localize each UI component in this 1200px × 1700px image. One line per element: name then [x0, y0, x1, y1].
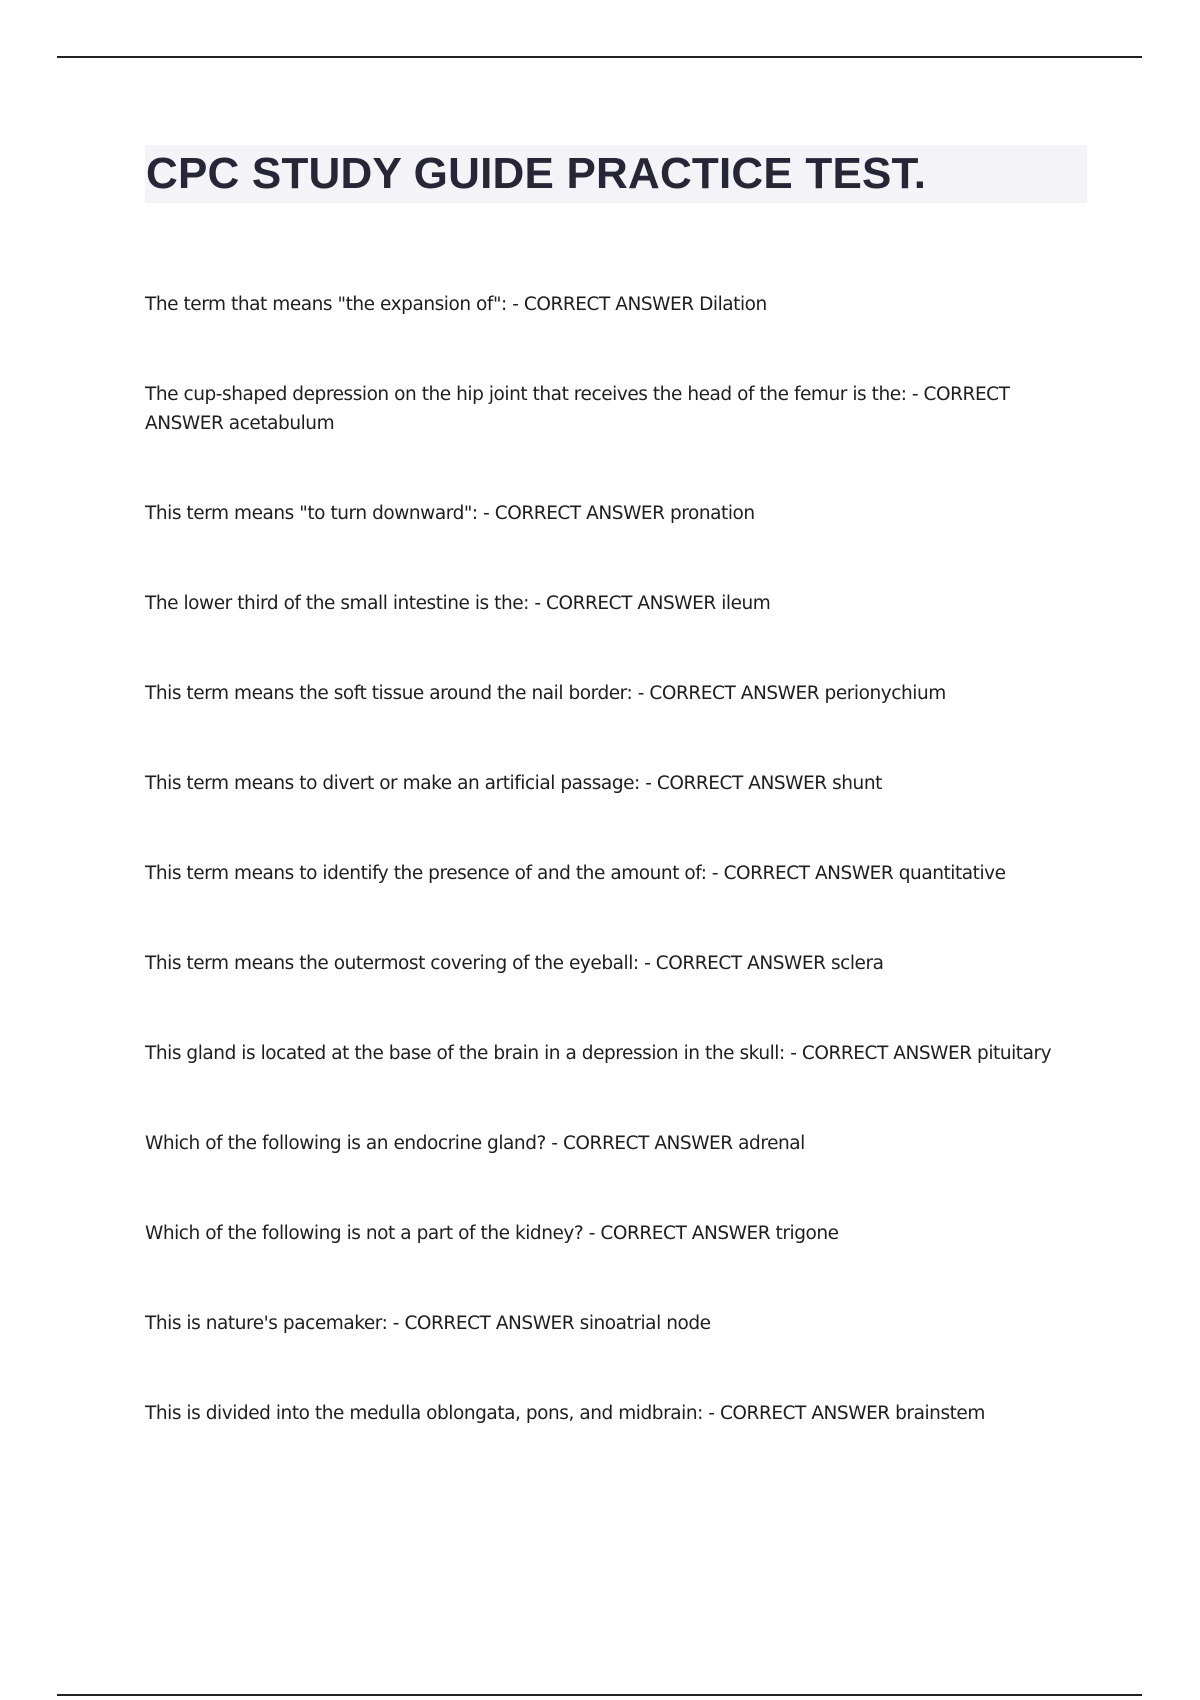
qa-item: Which of the following is an endocrine gland? - CORRECT ANSWER adrenal: [145, 1133, 805, 1154]
qa-item: The cup-shaped depression on the hip joint that receives the head of the femur is the: - CORRECT ANSWER acetabulum: [145, 384, 1010, 434]
document-title: CPC STUDY GUIDE PRACTICE TEST.: [146, 149, 927, 198]
qa-item: This term means "to turn downward": - CORRECT ANSWER pronation: [145, 503, 755, 524]
qa-item: This gland is located at the base of the brain in a depression in the skull: - CORRECT ANSWER pituitary: [145, 1043, 1052, 1064]
qa-item: This term means to identify the presence of and the amount of: - CORRECT ANSWER quantitative: [145, 863, 1006, 884]
question-answer-list: [145, 290, 1075, 1489]
bottom-divider: [57, 1694, 1142, 1696]
qa-item: This term means to divert or make an artificial passage: - CORRECT ANSWER shunt: [145, 773, 882, 794]
qa-item: Which of the following is not a part of the kidney? - CORRECT ANSWER trigone: [145, 1223, 839, 1244]
qa-item: The lower third of the small intestine is the: - CORRECT ANSWER ileum: [145, 593, 771, 614]
qa-item: This is nature's pacemaker: - CORRECT ANSWER sinoatrial node: [145, 1313, 711, 1334]
qa-item: This term means the soft tissue around the nail border: - CORRECT ANSWER perionychium: [145, 683, 946, 704]
qa-item: This is divided into the medulla oblongata, pons, and midbrain: - CORRECT ANSWER brainstem: [145, 1403, 985, 1424]
top-divider: [57, 56, 1142, 58]
qa-item: The term that means "the expansion of": - CORRECT ANSWER Dilation: [145, 294, 767, 315]
qa-item: This term means the outermost covering of the eyeball: - CORRECT ANSWER sclera: [145, 953, 884, 974]
